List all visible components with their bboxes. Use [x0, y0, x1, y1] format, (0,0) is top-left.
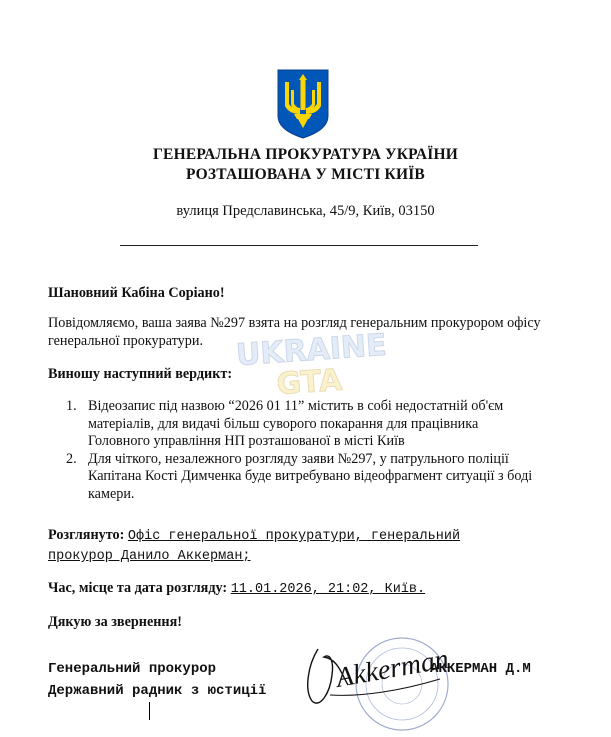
reviewed-label: Розглянуто: [48, 527, 120, 543]
datetime-value: 11.01.2026, 21:02, Київ.: [230, 582, 426, 597]
item-line: Капітана Кості Димченка буде витребувано відеофрагмент ситуації з боді: [88, 468, 533, 484]
item-number: 2.: [66, 450, 77, 467]
item-line: матеріалів, для видачі більш суворого покарання для працівника: [88, 415, 479, 432]
org-name-line2: РОЗТАШОВАНА У МІСТІ КИЇВ: [186, 166, 425, 183]
org-address: вулиця Предславинська, 45/9, Київ, 03150: [176, 203, 435, 219]
intro-line-1: Повідомляємо, ваша заява №297 взята на розгляд генеральним прокурором офісу: [48, 315, 541, 331]
text-cursor: [149, 702, 150, 720]
watermark-line2: GTA: [275, 362, 344, 400]
datetime-block: [48, 579, 588, 599]
signature-text: Akkerman: [333, 643, 450, 694]
thanks-text: Дякую за звернення!: [48, 614, 183, 630]
coat-of-arms-icon: [276, 68, 330, 140]
verdict-item: [66, 398, 576, 451]
intro-line-2: генеральної прокуратури.: [48, 333, 203, 349]
verdict-heading: Виношу наступний вердикт:: [48, 366, 233, 382]
header-divider: [120, 245, 478, 246]
reviewed-block: Розглянуто: Офіс генеральної прокуратури, генеральний прокурор Данило Аккерман;: [48, 527, 461, 564]
org-name-line1: ГЕНЕРАЛЬНА ПРОКУРАТУРА УКРАЇНИ: [152, 146, 458, 163]
item-line: Головного управління НП розташованої в місті Київ: [88, 433, 405, 449]
signature-icon: [290, 635, 450, 715]
reviewed-value-line2: прокурор Данило Аккерман;: [48, 549, 251, 564]
item-line: Для чіткого, незалежного розгляду заяви №297, у патрульного поліції: [88, 450, 509, 467]
item-line: Відеозапис під назвою “2026 01 11” містить в собі недостатній об'єм: [88, 398, 504, 414]
watermark-line1: UKRAINE: [234, 330, 388, 374]
datetime-label: Час, місце та дата розгляду:: [48, 580, 228, 596]
reviewed-value-line1: Офіс генеральної прокуратури, генеральний: [127, 529, 461, 544]
signer-position-line1: Генеральний прокурор: [48, 661, 217, 677]
verdict-item: [66, 451, 576, 504]
signer-name: АККЕРМАН Д.М: [430, 661, 531, 677]
item-line: камери.: [88, 485, 135, 502]
verdict-list: [66, 398, 576, 503]
item-number: 1.: [66, 398, 77, 414]
intro-paragraph: [48, 314, 588, 350]
greeting: Шановний Кабіна Соріано!: [48, 285, 225, 301]
signer-position-line2: Державний радник з юстиції: [48, 683, 267, 699]
